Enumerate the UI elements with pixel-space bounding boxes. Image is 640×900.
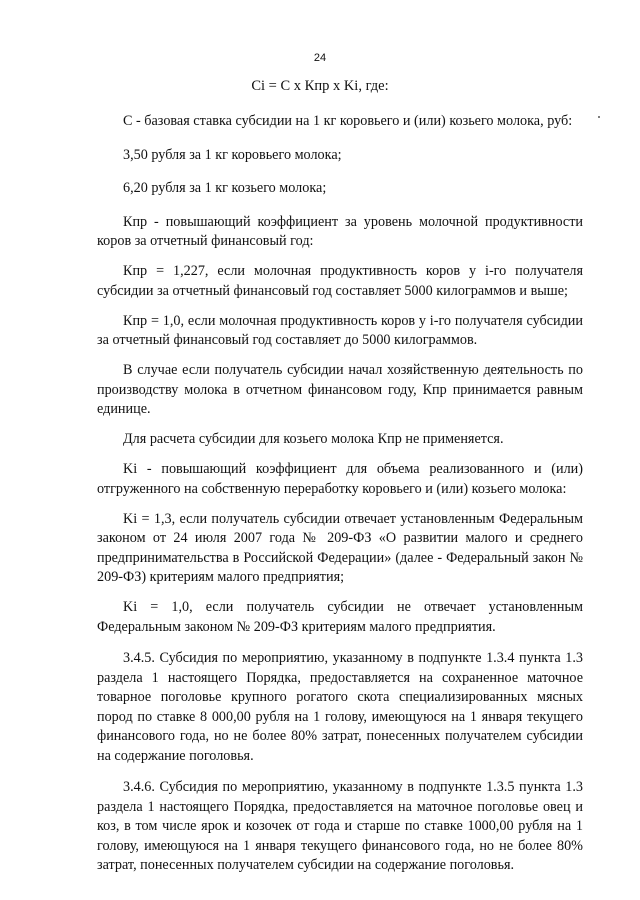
document-body: [97, 112, 583, 888]
paragraph-kpr-10: Кпр = 1,0, если молочная продуктивность коров у i-го получателя субсидии за отчетный финансовый год составляет до 5000 килограммов.: [97, 312, 583, 348]
paragraph-goat-milk-rate: 6,20 рубля за 1 кг козьего молока;: [123, 180, 327, 196]
paragraph-kpr-new-activity: В случае если получатель субсидии начал хозяйственную деятельность по производству молока в отчетном финансовом году, Кпр принимается равным единице.: [97, 362, 583, 417]
paragraph-section-3-4-5: 3.4.5. Субсидия по мероприятию, указанному в подпункте 1.3.4 пункта 1.3 раздела 1 настоящего Порядка, предоставляется на сохраненное маточное товарное поголовье крупного рогатого скота специализированных мясных пород по ставке 8 000,00 рубля на 1 голову, имеющуюся на 1 января текущего финансового года, но не более 80% затрат, понесенных получателем субсидии на содержание поголовья.: [97, 650, 583, 764]
paragraph-cow-milk-rate: 3,50 рубля за 1 кг коровьего молока;: [123, 146, 342, 163]
paragraph-ki-10: Ki = 1,0, если получатель субсидии не отвечает установленным Федеральным законом № 209-ФЗ критериям малого предприятия.: [97, 599, 583, 635]
paragraph-ki-definition: Ki - повышающий коэффициент для объема реализованного и (или) отгруженного на собственную переработку коровьего и (или) козьего молока:: [97, 461, 583, 497]
paragraph-kpr-1227: Кпр = 1,227, если молочная продуктивность коров у i-го получателя субсидии за отчетный финансовый год составляет 5000 килограммов и выше;: [97, 263, 583, 299]
paragraph-kpr-definition: Кпр - повышающий коэффициент за уровень молочной продуктивности коров за отчетный финансовый год:: [97, 213, 583, 249]
subsidy-formula: Ci = C x Кпр x Ki, где:: [251, 78, 389, 94]
paragraph-section-3-4-6: 3.4.6. Субсидия по мероприятию, указанному в подпункте 1.3.5 пункта 1.3 раздела 1 настоящего Порядка, предоставляется на маточное поголовье овец и коз, в том числе ярок и козочек от года и старше по ставке 1000,00 рубля на 1 голову, имеющуюся на 1 января текущего финансового года, но не более 80% затрат, понесенных получателем субсидии на содержание поголовья.: [97, 779, 583, 873]
page-number: 24: [313, 52, 327, 64]
paragraph-goat-no-kpr: Для расчета субсидии для козьего молока Кпр не применяется.: [123, 431, 504, 447]
paragraph-base-rate: С - базовая ставка субсидии на 1 кг коровьего и (или) козьего молока, руб:: [123, 113, 573, 129]
scan-artifact-dot: [598, 116, 600, 118]
paragraph-ki-13: Ki = 1,3, если получатель субсидии отвечает установленным Федеральным законом от 24 июля 2007 года № 209-ФЗ «О развитии малого и среднего предпринимательства в Российской Федерации» (далее - Федеральный закон № 209-ФЗ) критериям малого предприятия;: [97, 510, 583, 585]
